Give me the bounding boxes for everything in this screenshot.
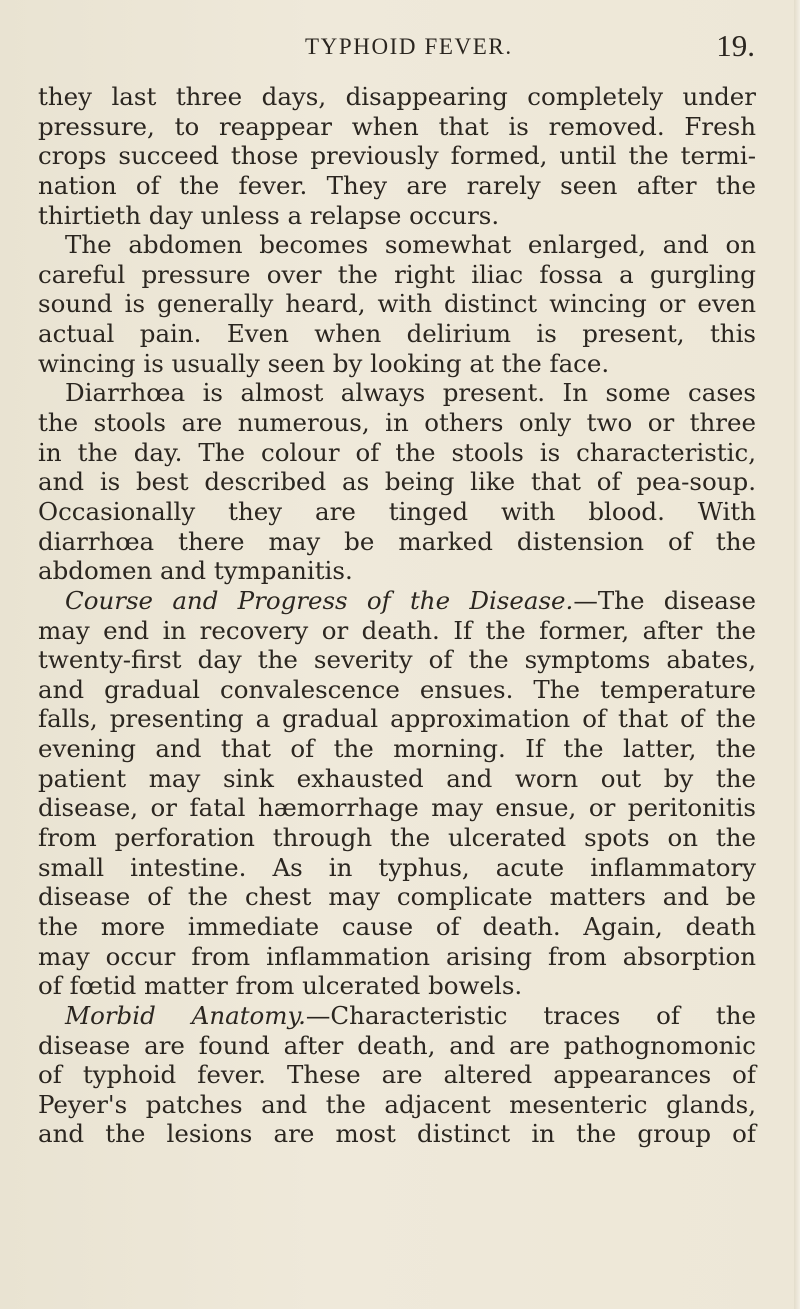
text-line bbox=[38, 319, 756, 349]
line-text: may occur from inflammation arising from absorption bbox=[38, 941, 756, 971]
text-line bbox=[38, 734, 756, 764]
line-text: and the lesions are most distinct in the group of bbox=[38, 1119, 756, 1149]
line-text: thirtieth day unless a relapse occurs. bbox=[38, 200, 500, 230]
line-text: Peyer's patches and the adjacent mesenteric glands, bbox=[38, 1089, 756, 1119]
line-text: the stools are numerous, in others only two or three bbox=[38, 408, 756, 438]
text-line bbox=[38, 912, 756, 942]
text-line bbox=[38, 408, 756, 438]
text-line bbox=[38, 556, 756, 586]
line-text: the more immediate cause of death. Again, death bbox=[38, 911, 756, 941]
text-line bbox=[38, 201, 756, 231]
text-line bbox=[38, 1060, 756, 1090]
line-text: twenty-first day the severity of the symptoms abates, bbox=[38, 645, 756, 675]
line-text: sound is generally heard, with distinct wincing or even bbox=[38, 289, 756, 319]
text-line bbox=[38, 527, 756, 557]
text-line bbox=[38, 853, 756, 883]
text-line bbox=[38, 438, 756, 468]
text-line bbox=[38, 260, 756, 290]
line-text: evening and that of the morning. If the latter, the bbox=[38, 734, 756, 764]
paragraph-start-line bbox=[38, 378, 756, 408]
line-text: they last three days, disappearing completely under bbox=[38, 82, 756, 111]
text-line bbox=[38, 942, 756, 972]
text-line bbox=[38, 675, 756, 705]
page-edge bbox=[794, 0, 800, 1309]
text-line bbox=[38, 82, 756, 112]
text-line bbox=[38, 793, 756, 823]
text-line bbox=[38, 971, 756, 1001]
section-heading-course: Course and Progress of the Disease. bbox=[65, 585, 574, 615]
section-heading-line bbox=[38, 586, 756, 616]
line-text: pressure, to reappear when that is removed. Fresh bbox=[38, 111, 756, 141]
line-text: disease are found after death, and are pathognomonic bbox=[38, 1030, 756, 1060]
line-text: diarrhœa there may be marked distension of the bbox=[38, 526, 756, 556]
text-line bbox=[38, 141, 756, 171]
text-line bbox=[38, 289, 756, 319]
line-text: in the day. The colour of the stools is characteristic, bbox=[38, 437, 756, 467]
line-text: disease of the chest may complicate matters and be bbox=[38, 882, 756, 912]
text-line bbox=[38, 497, 756, 527]
line-text: Diarrhœa is almost always present. In some cases bbox=[65, 378, 756, 408]
text-line bbox=[38, 704, 756, 734]
line-text: crops succeed those previously formed, until the termi- bbox=[38, 141, 756, 171]
line-text: disease, or fatal hæmorrhage may ensue, or peritonitis bbox=[38, 793, 756, 823]
text-line bbox=[38, 616, 756, 646]
line-text: —Characteristic traces of the bbox=[305, 1000, 756, 1030]
text-line bbox=[38, 823, 756, 853]
line-text: Occasionally they are tinged with blood. With bbox=[38, 496, 756, 526]
text-line bbox=[38, 112, 756, 142]
paragraph-start-line bbox=[38, 230, 756, 260]
line-text: small intestine. As in typhus, acute inflammatory bbox=[38, 852, 756, 882]
line-text: wincing is usually seen by looking at the face. bbox=[38, 348, 610, 378]
section-heading-line bbox=[38, 1001, 756, 1031]
text-line bbox=[38, 764, 756, 794]
line-text: patient may sink exhausted and worn out by the bbox=[38, 763, 756, 793]
line-text: and is best described as being like that of pea-soup. bbox=[38, 467, 756, 497]
text-line bbox=[38, 882, 756, 912]
running-title: TYPHOID FEVER. bbox=[305, 34, 513, 59]
text-line bbox=[38, 645, 756, 675]
page-header bbox=[60, 30, 760, 70]
line-text: and gradual convalescence ensues. The temperature bbox=[38, 674, 756, 704]
line-text: The abdomen becomes somewhat enlarged, and on bbox=[65, 230, 756, 260]
text-line bbox=[38, 1119, 756, 1149]
line-text: careful pressure over the right iliac fossa a gurgling bbox=[38, 259, 756, 289]
line-text: falls, presenting a gradual approximation of that of the bbox=[38, 704, 756, 734]
body-text bbox=[38, 82, 756, 1149]
line-text: may end in recovery or death. If the former, after the bbox=[38, 615, 756, 645]
line-text: of typhoid fever. These are altered appearances of bbox=[38, 1060, 756, 1090]
page-number: 19. bbox=[716, 28, 755, 63]
text-line bbox=[38, 171, 756, 201]
text-line bbox=[38, 1090, 756, 1120]
line-text: from perforation through the ulcerated spots on the bbox=[38, 823, 756, 853]
line-text: —The disease bbox=[573, 585, 756, 615]
line-text: actual pain. Even when delirium is present, this bbox=[38, 319, 756, 349]
text-line bbox=[38, 467, 756, 497]
line-text: of fœtid matter from ulcerated bowels. bbox=[38, 971, 523, 1001]
line-text: abdomen and tympanitis. bbox=[38, 556, 353, 586]
text-line bbox=[38, 349, 756, 379]
line-text: nation of the fever. They are rarely seen after the bbox=[38, 170, 756, 200]
text-line bbox=[38, 1031, 756, 1061]
section-heading-morbid-anatomy: Morbid Anatomy. bbox=[65, 1000, 306, 1030]
